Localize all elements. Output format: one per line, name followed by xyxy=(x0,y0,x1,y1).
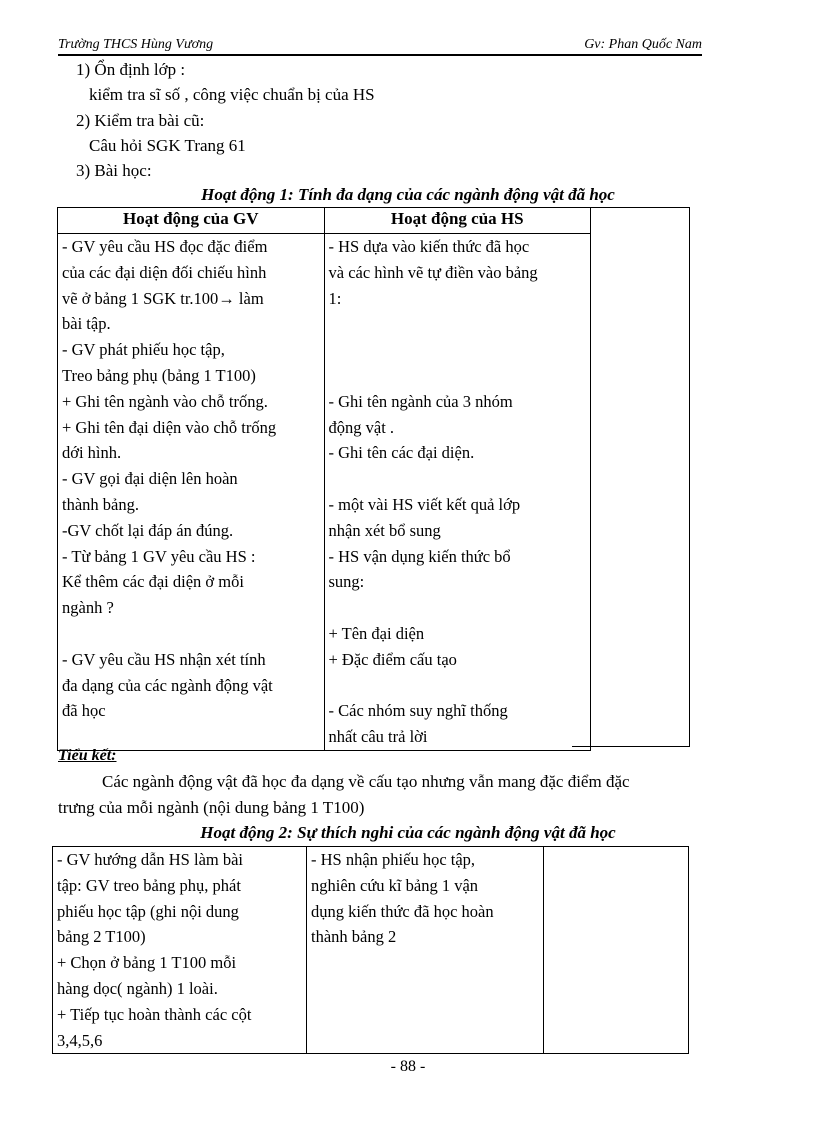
activity1-gv_lines-line: Kể thêm các đại diện ở mỗi xyxy=(62,572,244,592)
activity1-hs_lines-line xyxy=(329,673,587,699)
activity1-gv_lines-line: - GV yêu cầu HS đọc đặc điểm xyxy=(62,237,268,256)
activity2-gv_lines-line: hàng dọc( ngành) 1 loài. xyxy=(57,978,218,998)
summary-line-2: trưng của mỗi ngành (nội dung bảng 1 T100) xyxy=(58,798,365,817)
activity-1-header-row xyxy=(58,208,591,234)
column-header-hs: Hoạt động của HS xyxy=(324,208,591,234)
activity1-gv_lines-line: - GV phát phiếu học tập, xyxy=(62,340,225,360)
activity1-hs_lines-line xyxy=(329,311,587,337)
intro-item-2: 2) Kiểm tra bài cũ: xyxy=(76,111,205,130)
summary-title: Tiểu kết: xyxy=(58,747,117,764)
activity1-hs_lines-line: + Tên đại diện xyxy=(328,623,425,643)
activity1-gv_lines-line: của các đại diện đối chiếu hình xyxy=(62,262,267,282)
activity2-gv_lines-line: phiếu học tập (ghi nội dung xyxy=(57,901,239,921)
activity1-hs_lines-line: - Ghi tên ngành của 3 nhóm xyxy=(328,391,513,411)
activity-1-table xyxy=(57,207,591,751)
activity1-gv_lines-line xyxy=(62,621,320,647)
activity1-gv_lines-line: -GV chốt lại đáp án đúng. xyxy=(62,520,234,540)
activity-1-hs-cell xyxy=(324,234,591,751)
activity1-hs_lines-line xyxy=(329,337,587,363)
activity2-gv_lines-line: tập: GV treo bảng phụ, phát xyxy=(57,875,241,895)
activity1-gv_lines-line: thành bảng. xyxy=(62,494,139,514)
activity-2-table xyxy=(52,846,544,1054)
activity1-hs_lines-line: và các hình vẽ tự điền vào bảng xyxy=(328,262,538,282)
header-school: Trường THCS Hùng Vương xyxy=(58,37,214,52)
activity2-gv_lines-line: + Chọn ở bảng 1 T100 mỗi xyxy=(57,953,237,973)
activity2-hs_lines-line: - HS nhận phiếu học tập, xyxy=(311,850,476,869)
activity1-hs_lines-line xyxy=(329,363,587,389)
page-header xyxy=(58,36,702,56)
activity-2-gv-cell xyxy=(53,847,307,1054)
activity1-gv_lines-line: đa dạng của các ngành động vật xyxy=(62,675,273,695)
column-header-gv: Hoạt động của GV xyxy=(58,208,325,234)
activity1-hs_lines-line: - Các nhóm suy nghĩ thống xyxy=(328,701,508,721)
activity1-gv_lines-line: ngành ? xyxy=(62,598,114,618)
activity2-hs_lines-line: thành bảng 2 xyxy=(311,927,397,947)
activity1-gv_lines-line: Treo bảng phụ (bảng 1 T100) xyxy=(62,365,256,385)
intro-item-1: 1) Ổn định lớp : xyxy=(76,60,186,79)
activity1-hs_lines-line xyxy=(329,595,587,621)
activity2-hs_lines-line: dụng kiến thức đã học hoàn xyxy=(311,901,494,921)
activity1-gv_lines-line: bài tập. xyxy=(62,314,111,334)
activity1-gv_lines-line: - GV yêu cầu HS nhận xét tính xyxy=(62,649,266,669)
activity1-gv_lines-line: - Từ bảng 1 GV yêu cầu HS : xyxy=(62,546,256,566)
activity1-hs_lines-line: - HS vận dụng kiến thức bổ xyxy=(328,546,511,566)
summary-line-1: Các ngành động vật đã học đa dạng về cấu tạo nhưng vẫn mang đặc điểm đặc xyxy=(102,772,630,791)
activity1-hs_lines-line: sung: xyxy=(328,572,365,592)
activity1-gv_lines-line: đã học xyxy=(62,701,106,721)
activity1-hs_lines-line: - Ghi tên các đại diện. xyxy=(328,443,475,463)
activity1-gv_lines-line: - GV gọi đại diện lên hoàn xyxy=(62,469,238,489)
activity1-hs_lines-line: 1: xyxy=(328,288,342,308)
activity-1-title: Hoạt động 1: Tính đa dạng của các ngành động vật đã học xyxy=(201,185,615,204)
activity1-hs_lines-line: - một vài HS viết kết quả lớp xyxy=(328,494,521,514)
activity2-gv_lines-line: bảng 2 T100) xyxy=(57,927,146,947)
intro-item-1-detail: kiểm tra sĩ số , công việc chuẩn bị của HS xyxy=(89,85,375,104)
page-number: - 88 - xyxy=(390,1058,426,1075)
activity1-hs_lines-line: nhất câu trả lời xyxy=(328,727,428,747)
activity2-gv_lines-line: 3,4,5,6 xyxy=(57,1030,103,1050)
intro-item-2-detail: Câu hỏi SGK Trang 61 xyxy=(89,136,246,155)
intro-item-3: 3) Bài học: xyxy=(76,161,152,180)
activity1-hs_lines-line: động vật . xyxy=(328,417,395,437)
activity1-gv_lines-line: dới hình. xyxy=(62,443,122,463)
activity2-gv_lines-line: + Tiếp tục hoàn thành các cột xyxy=(57,1004,252,1024)
activity2-gv_lines-line: - GV hướng dẫn HS làm bài xyxy=(57,850,244,869)
activity1-hs_lines-line xyxy=(329,466,587,492)
activity2-hs_lines-line: nghiên cứu kĩ bảng 1 vận xyxy=(311,875,479,895)
activity-2-extra-column xyxy=(542,846,689,1054)
activity-2-hs-cell xyxy=(307,847,544,1054)
activity-2-title: Hoạt động 2: Sự thích nghi của các ngành động vật đã học xyxy=(200,823,616,842)
activity1-hs_lines-line: + Đặc điểm cấu tạo xyxy=(328,649,457,669)
activity1-hs_lines-line: nhận xét bổ sung xyxy=(328,520,441,540)
activity1-gv_lines-line: vẽ ở bảng 1 SGK tr.100→ làm xyxy=(62,288,264,308)
activity1-hs_lines-line: - HS dựa vào kiến thức đã học xyxy=(328,237,530,256)
activity-2-body-row xyxy=(53,847,544,1054)
activity1-gv_lines-line: + Ghi tên đại diện vào chỗ trống xyxy=(62,417,277,437)
activity-1-gv-cell xyxy=(58,234,325,751)
activity-1-extra-column xyxy=(572,207,690,747)
header-teacher: Gv: Phan Quốc Nam xyxy=(584,37,702,52)
activity-1-body-row xyxy=(58,234,591,751)
activity1-gv_lines-line: + Ghi tên ngành vào chỗ trống. xyxy=(62,391,268,411)
